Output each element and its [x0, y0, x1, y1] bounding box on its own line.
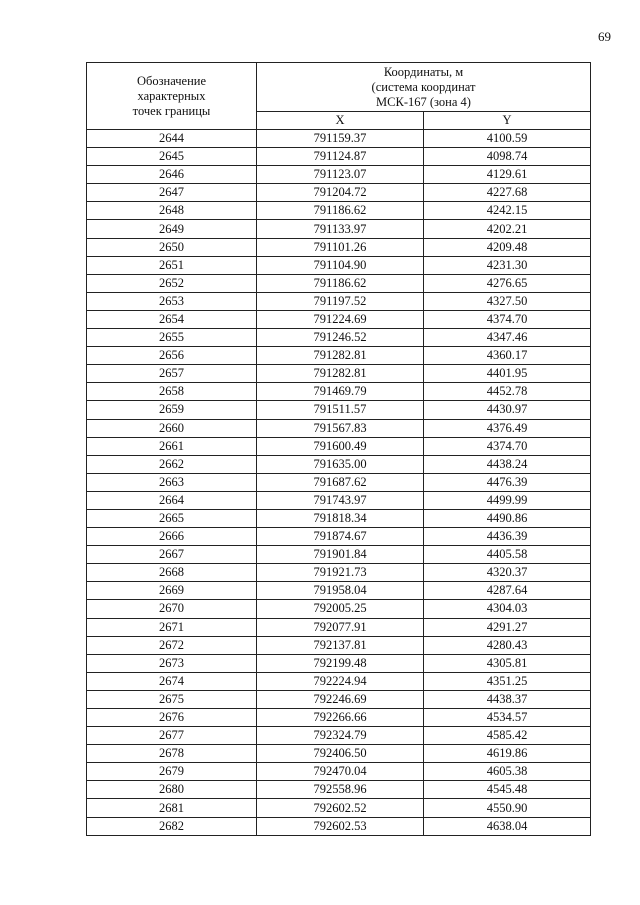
y-coordinate-cell: 4202.21	[424, 220, 591, 238]
x-coordinate-cell: 791224.69	[257, 310, 424, 328]
x-coordinate-cell: 791101.26	[257, 238, 424, 256]
point-number-cell: 2661	[87, 437, 257, 455]
table-row	[87, 709, 591, 727]
table-row	[87, 636, 591, 654]
point-number-cell: 2663	[87, 473, 257, 491]
y-coordinate-cell: 4605.38	[424, 763, 591, 781]
x-coordinate-cell: 792602.52	[257, 799, 424, 817]
y-coordinate-cell: 4438.24	[424, 455, 591, 473]
y-coordinate-cell: 4231.30	[424, 256, 591, 274]
y-coordinate-cell: 4305.81	[424, 654, 591, 672]
point-number-cell: 2666	[87, 528, 257, 546]
y-coordinate-cell: 4129.61	[424, 166, 591, 184]
point-number-cell: 2676	[87, 709, 257, 727]
y-coordinate-cell: 4534.57	[424, 709, 591, 727]
y-coordinate-cell: 4376.49	[424, 419, 591, 437]
point-number-cell: 2647	[87, 184, 257, 202]
y-coordinate-cell: 4401.95	[424, 365, 591, 383]
x-coordinate-cell: 791469.79	[257, 383, 424, 401]
table-row	[87, 745, 591, 763]
y-coordinate-cell: 4280.43	[424, 636, 591, 654]
y-coordinate-cell: 4276.65	[424, 274, 591, 292]
x-coordinate-cell: 791282.81	[257, 365, 424, 383]
point-number-cell: 2651	[87, 256, 257, 274]
table-row	[87, 166, 591, 184]
coordinates-header-line: Координаты, м	[383, 64, 464, 79]
x-coordinate-cell: 791567.83	[257, 419, 424, 437]
table-row	[87, 383, 591, 401]
point-number-cell: 2682	[87, 817, 257, 835]
y-coordinate-cell: 4100.59	[424, 130, 591, 148]
table-row	[87, 690, 591, 708]
point-number-cell: 2674	[87, 672, 257, 690]
x-coordinate-cell: 791600.49	[257, 437, 424, 455]
x-coordinate-cell: 791921.73	[257, 564, 424, 582]
table-row	[87, 799, 591, 817]
y-header: Y	[424, 112, 591, 130]
x-coordinate-cell: 792558.96	[257, 781, 424, 799]
table-row	[87, 491, 591, 509]
point-number-cell: 2654	[87, 310, 257, 328]
table-row	[87, 130, 591, 148]
point-number-cell: 2677	[87, 727, 257, 745]
table-row	[87, 618, 591, 636]
point-number-cell: 2657	[87, 365, 257, 383]
x-coordinate-cell: 791818.34	[257, 509, 424, 527]
y-coordinate-cell: 4242.15	[424, 202, 591, 220]
y-coordinate-cell: 4291.27	[424, 618, 591, 636]
table-row	[87, 310, 591, 328]
y-coordinate-cell: 4227.68	[424, 184, 591, 202]
table-row	[87, 184, 591, 202]
x-coordinate-cell: 791901.84	[257, 546, 424, 564]
table-body	[87, 130, 591, 836]
table-row	[87, 401, 591, 419]
table-row	[87, 582, 591, 600]
y-coordinate-cell: 4499.99	[424, 491, 591, 509]
point-number-cell: 2660	[87, 419, 257, 437]
x-coordinate-cell: 791159.37	[257, 130, 424, 148]
x-coordinate-cell: 792602.53	[257, 817, 424, 835]
x-coordinate-cell: 791874.67	[257, 528, 424, 546]
table-row	[87, 437, 591, 455]
point-number-cell: 2681	[87, 799, 257, 817]
y-coordinate-cell: 4098.74	[424, 148, 591, 166]
table-row	[87, 727, 591, 745]
y-coordinate-cell: 4430.97	[424, 401, 591, 419]
table-row	[87, 817, 591, 835]
point-number-cell: 2645	[87, 148, 257, 166]
point-number-cell: 2673	[87, 654, 257, 672]
x-coordinate-cell: 791743.97	[257, 491, 424, 509]
coordinates-table	[86, 62, 591, 836]
y-coordinate-cell: 4436.39	[424, 528, 591, 546]
table-row	[87, 274, 591, 292]
table-row	[87, 220, 591, 238]
y-coordinate-cell: 4452.78	[424, 383, 591, 401]
point-number-cell: 2675	[87, 690, 257, 708]
x-coordinate-cell: 792199.48	[257, 654, 424, 672]
y-coordinate-cell: 4209.48	[424, 238, 591, 256]
point-number-cell: 2652	[87, 274, 257, 292]
table-row	[87, 763, 591, 781]
table-row	[87, 419, 591, 437]
point-number-cell: 2644	[87, 130, 257, 148]
table-row	[87, 528, 591, 546]
table-row	[87, 654, 591, 672]
x-coordinate-cell: 791204.72	[257, 184, 424, 202]
y-coordinate-cell: 4545.48	[424, 781, 591, 799]
x-coordinate-cell: 792077.91	[257, 618, 424, 636]
y-coordinate-cell: 4550.90	[424, 799, 591, 817]
table-row	[87, 455, 591, 473]
table-row	[87, 256, 591, 274]
x-coordinate-cell: 791133.97	[257, 220, 424, 238]
table-row	[87, 365, 591, 383]
x-coordinate-cell: 792470.04	[257, 763, 424, 781]
point-number-cell: 2680	[87, 781, 257, 799]
x-coordinate-cell: 791197.52	[257, 292, 424, 310]
x-coordinate-cell: 791282.81	[257, 347, 424, 365]
y-coordinate-cell: 4327.50	[424, 292, 591, 310]
x-coordinate-cell: 791635.00	[257, 455, 424, 473]
point-number-cell: 2669	[87, 582, 257, 600]
header-row	[87, 63, 591, 112]
y-coordinate-cell: 4438.37	[424, 690, 591, 708]
x-coordinate-cell: 791104.90	[257, 256, 424, 274]
point-number-cell: 2646	[87, 166, 257, 184]
table-row	[87, 509, 591, 527]
y-coordinate-cell: 4476.39	[424, 473, 591, 491]
table-row	[87, 329, 591, 347]
x-coordinate-cell: 792005.25	[257, 600, 424, 618]
point-number-cell: 2656	[87, 347, 257, 365]
point-number-cell: 2664	[87, 491, 257, 509]
table-row	[87, 564, 591, 582]
point-number-cell: 2679	[87, 763, 257, 781]
table-row	[87, 148, 591, 166]
y-coordinate-cell: 4320.37	[424, 564, 591, 582]
point-number-cell: 2678	[87, 745, 257, 763]
point-designation-header-line: Обозначение	[136, 73, 207, 88]
table-row	[87, 672, 591, 690]
x-coordinate-cell: 791511.57	[257, 401, 424, 419]
page-number: 69	[598, 29, 611, 44]
point-number-cell: 2658	[87, 383, 257, 401]
y-coordinate-cell: 4374.70	[424, 437, 591, 455]
x-coordinate-cell: 791687.62	[257, 473, 424, 491]
point-number-cell: 2672	[87, 636, 257, 654]
y-coordinate-cell: 4374.70	[424, 310, 591, 328]
point-number-cell: 2653	[87, 292, 257, 310]
table-row	[87, 546, 591, 564]
coordinates-header-line: МСК-167 (зона 4)	[376, 94, 471, 109]
point-number-cell: 2665	[87, 509, 257, 527]
y-coordinate-cell: 4360.17	[424, 347, 591, 365]
table-row	[87, 347, 591, 365]
table-header	[87, 63, 591, 130]
point-number-cell: 2659	[87, 401, 257, 419]
x-coordinate-cell: 791123.07	[257, 166, 424, 184]
point-number-cell: 2648	[87, 202, 257, 220]
y-coordinate-cell: 4287.64	[424, 582, 591, 600]
x-coordinate-cell: 792246.69	[257, 690, 424, 708]
x-coordinate-cell: 791246.52	[257, 329, 424, 347]
table-row	[87, 473, 591, 491]
x-coordinate-cell: 792324.79	[257, 727, 424, 745]
x-coordinate-cell: 792224.94	[257, 672, 424, 690]
point-number-cell: 2662	[87, 455, 257, 473]
table-row	[87, 202, 591, 220]
y-coordinate-cell: 4304.03	[424, 600, 591, 618]
y-coordinate-cell: 4490.86	[424, 509, 591, 527]
point-designation-header	[87, 63, 257, 130]
table-row	[87, 292, 591, 310]
coordinates-header	[257, 63, 591, 112]
point-number-cell: 2655	[87, 329, 257, 347]
table-row	[87, 781, 591, 799]
x-coordinate-cell: 791186.62	[257, 202, 424, 220]
coordinates-header-line: (система координат	[371, 79, 476, 94]
y-coordinate-cell: 4351.25	[424, 672, 591, 690]
x-coordinate-cell: 792137.81	[257, 636, 424, 654]
x-coordinate-cell: 792406.50	[257, 745, 424, 763]
y-coordinate-cell: 4347.46	[424, 329, 591, 347]
y-coordinate-cell: 4638.04	[424, 817, 591, 835]
x-coordinate-cell: 791186.62	[257, 274, 424, 292]
point-number-cell: 2667	[87, 546, 257, 564]
x-coordinate-cell: 791958.04	[257, 582, 424, 600]
x-header: X	[257, 112, 424, 130]
table-row	[87, 238, 591, 256]
y-coordinate-cell: 4619.86	[424, 745, 591, 763]
y-coordinate-cell: 4585.42	[424, 727, 591, 745]
point-designation-header-line: характерных	[137, 88, 206, 103]
point-number-cell: 2649	[87, 220, 257, 238]
point-number-cell: 2668	[87, 564, 257, 582]
point-number-cell: 2670	[87, 600, 257, 618]
point-designation-header-line: точек границы	[132, 103, 211, 118]
x-coordinate-cell: 791124.87	[257, 148, 424, 166]
point-number-cell: 2671	[87, 618, 257, 636]
point-number-cell: 2650	[87, 238, 257, 256]
y-coordinate-cell: 4405.58	[424, 546, 591, 564]
x-coordinate-cell: 792266.66	[257, 709, 424, 727]
table-row	[87, 600, 591, 618]
